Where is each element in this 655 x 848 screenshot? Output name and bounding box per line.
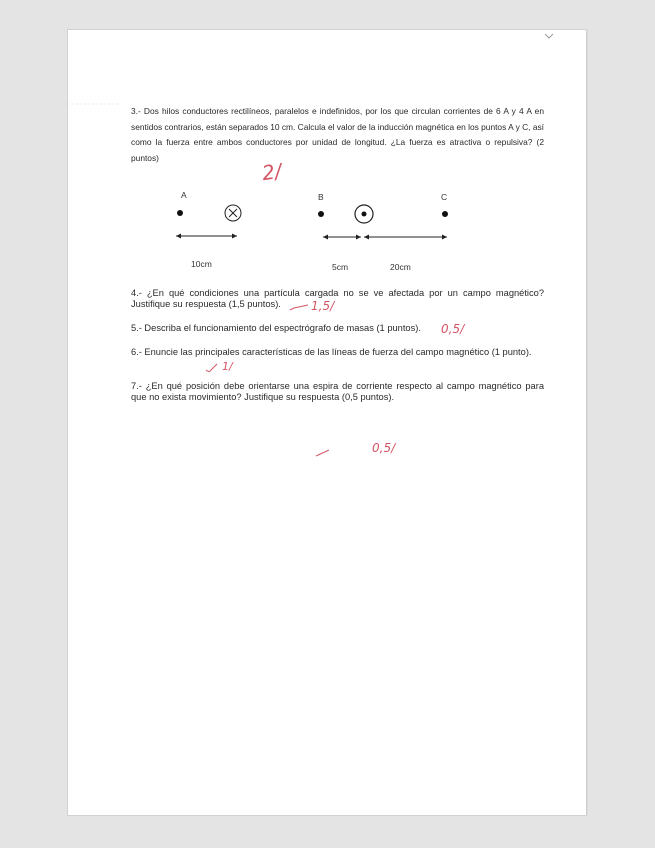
grade-q3: 2/ bbox=[260, 158, 284, 186]
question-4: 4.- ¿En qué condiciones una partícula cargada no se ve afectada por un campo magnético? Justifique su respuesta (1,5 puntos). bbox=[131, 288, 544, 309]
check-mark-q7 bbox=[316, 450, 329, 456]
distance-10cm: 10cm bbox=[191, 259, 212, 269]
distance-20cm: 20cm bbox=[390, 262, 411, 272]
wire-into-page-icon bbox=[225, 205, 241, 221]
check-mark-q6 bbox=[206, 364, 217, 372]
wire-out-of-page-icon bbox=[355, 205, 373, 223]
grade-q7: 0,5/ bbox=[372, 441, 396, 455]
label-c: C bbox=[441, 192, 448, 202]
point-c-dot bbox=[442, 211, 448, 217]
question-7: 7.- ¿En qué posición debe orientarse una espira de corriente respecto al campo magnético para que no exista movimiento? Justifique su respuesta (0,5 puntos). bbox=[131, 381, 544, 402]
arrow-10cm bbox=[176, 234, 237, 239]
label-b: B bbox=[318, 192, 324, 202]
grade-q6: 1/ bbox=[222, 360, 233, 373]
question-3: 3.- Dos hilos conductores rectilíneos, paralelos e indefinidos, por los que circulan corrientes de 6 A y 4 A en sentidos contrarios, están separados 10 cm. Calcula el valor de la inducción magnética en los puntos A y C, así como la fuerza entre ambos conductores por unidad de longitud. ¿La fuerza es atractiva o repulsiva? (2 puntos) bbox=[131, 106, 544, 163]
grade-q5: 0,5/ bbox=[441, 322, 465, 336]
grade-q4: 1,5/ bbox=[311, 299, 335, 313]
arrow-5cm bbox=[323, 235, 361, 240]
point-a-dot bbox=[177, 210, 183, 216]
question-5: 5.- Describa el funcionamiento del espectrógrafo de masas (1 puntos). bbox=[131, 323, 421, 333]
question-6: 6.- Enuncie las principales características de las líneas de fuerza del campo magnético (1 punto). bbox=[131, 347, 532, 357]
label-a: A bbox=[181, 190, 187, 200]
point-b-dot bbox=[318, 211, 324, 217]
arrow-20cm bbox=[364, 235, 447, 240]
distance-5cm: 5cm bbox=[332, 262, 349, 272]
